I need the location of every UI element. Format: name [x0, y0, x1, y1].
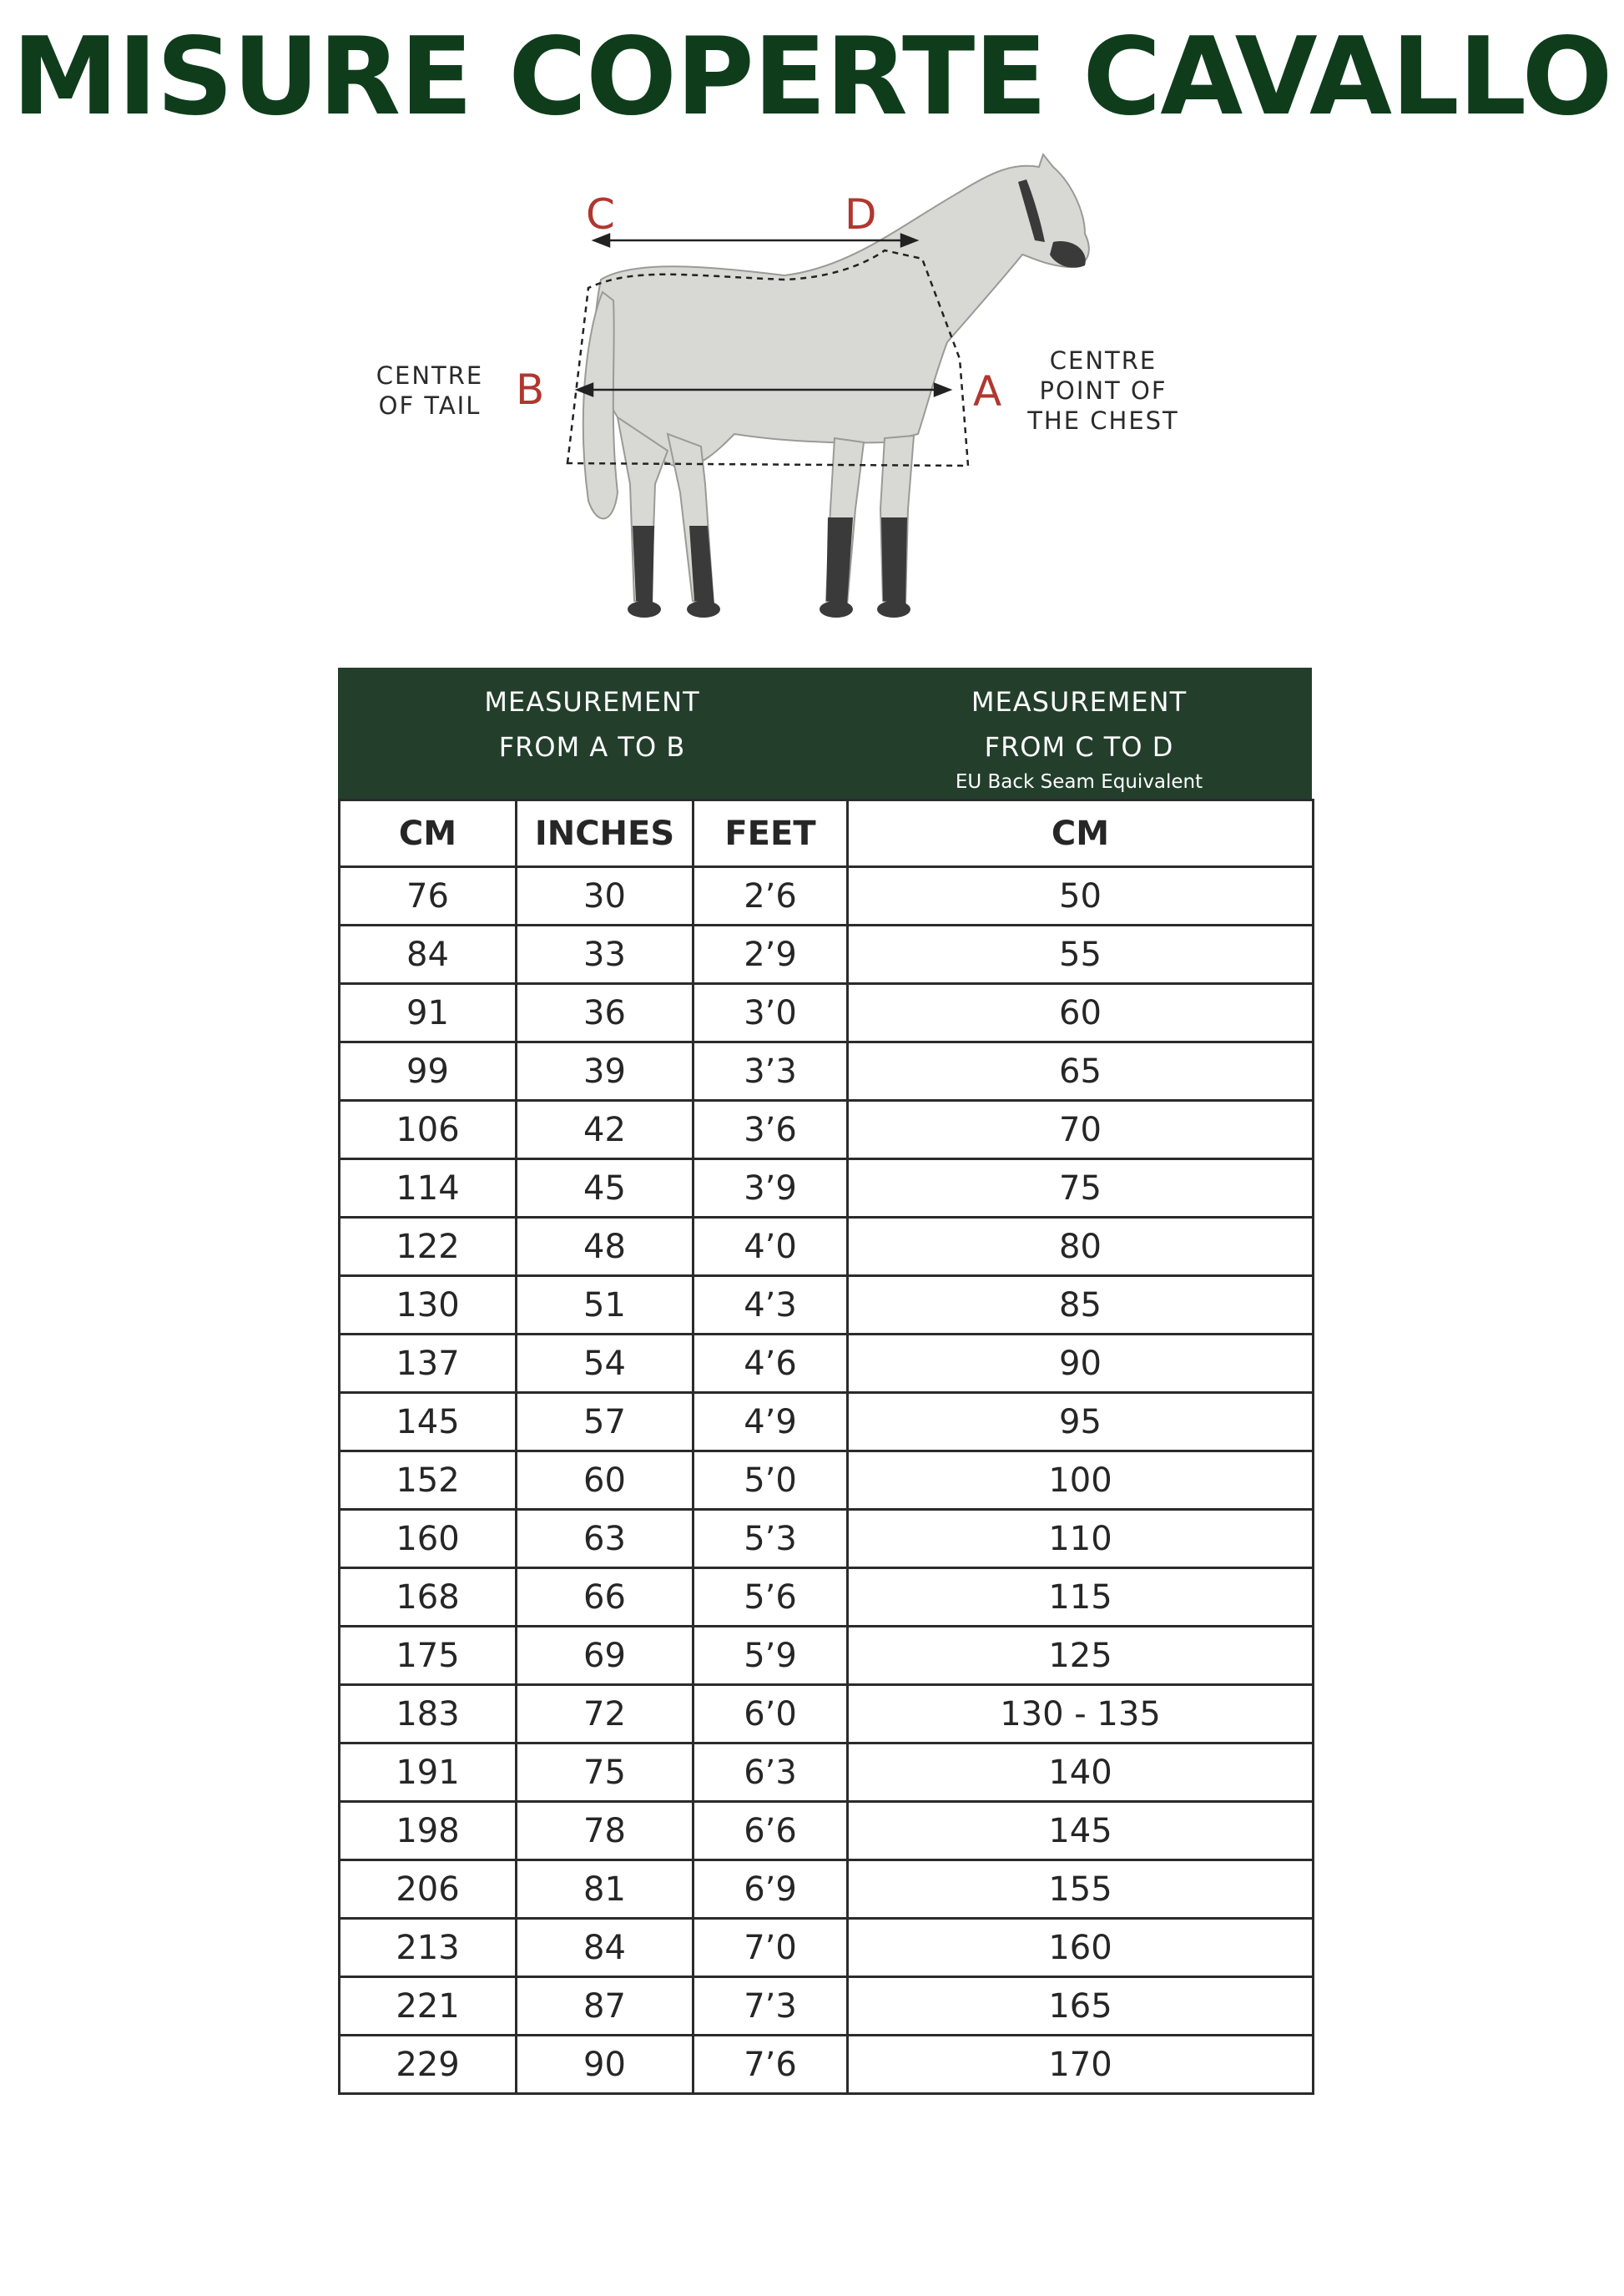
- cell-cm-cd: 55: [848, 926, 1314, 984]
- cell-feet: 4’0: [693, 1218, 848, 1276]
- column-header-inches: INCHES: [517, 800, 693, 867]
- cell-feet: 2’9: [693, 926, 848, 984]
- table-row: [340, 926, 1314, 984]
- cell-feet: 7’0: [693, 1919, 848, 1977]
- cell-inches: 36: [517, 984, 693, 1042]
- cell-cm-cd: 75: [848, 1159, 1314, 1218]
- cell-cm-cd: 155: [848, 1860, 1314, 1919]
- cell-inches: 87: [517, 1977, 693, 2036]
- cell-cm-cd: 125: [848, 1627, 1314, 1685]
- cell-cm-ab: 122: [340, 1218, 517, 1276]
- cell-inches: 45: [517, 1159, 693, 1218]
- cell-cm-cd: 100: [848, 1451, 1314, 1510]
- group-a-to-b-line: MEASUREMENT: [484, 686, 700, 718]
- horse-illustration: [0, 134, 1624, 651]
- table-row: [340, 1743, 1314, 1802]
- cell-cm-ab: 229: [340, 2036, 517, 2094]
- cell-cm-ab: 191: [340, 1743, 517, 1802]
- cell-feet: 2’6: [693, 867, 848, 926]
- cell-cm-cd: 170: [848, 2036, 1314, 2094]
- cell-cm-cd: 80: [848, 1218, 1314, 1276]
- cell-cm-cd: 95: [848, 1393, 1314, 1451]
- cell-cm-ab: 160: [340, 1510, 517, 1568]
- cell-cm-cd: 140: [848, 1743, 1314, 1802]
- cell-feet: 3’3: [693, 1042, 848, 1101]
- centre-of-tail-line: CENTRE: [376, 361, 484, 390]
- cell-cm-ab: 76: [340, 867, 517, 926]
- cell-inches: 75: [517, 1743, 693, 1802]
- centre-chest-label: [1020, 346, 1187, 436]
- cell-inches: 30: [517, 867, 693, 926]
- cell-feet: 6’9: [693, 1860, 848, 1919]
- cell-cm-ab: 114: [340, 1159, 517, 1218]
- table-row: [340, 1568, 1314, 1627]
- cell-inches: 90: [517, 2036, 693, 2094]
- cell-cm-ab: 213: [340, 1919, 517, 1977]
- cell-cm-ab: 175: [340, 1627, 517, 1685]
- cell-cm-cd: 165: [848, 1977, 1314, 2036]
- cell-cm-ab: 130: [340, 1276, 517, 1335]
- table-group-header: [338, 668, 1312, 799]
- cell-cm-ab: 137: [340, 1335, 517, 1393]
- cell-cm-cd: 115: [848, 1568, 1314, 1627]
- table-row: [340, 1218, 1314, 1276]
- table-row: [340, 1276, 1314, 1335]
- group-a-to-b: [338, 668, 846, 799]
- table-body: [340, 867, 1314, 2094]
- point-c-letter: C: [586, 190, 615, 239]
- group-c-to-d-line: MEASUREMENT: [971, 686, 1188, 718]
- group-a-to-b-line: FROM A TO B: [498, 731, 686, 763]
- cell-feet: 3’6: [693, 1101, 848, 1159]
- cell-inches: 60: [517, 1451, 693, 1510]
- column-header-row: [340, 800, 1314, 867]
- cell-feet: 3’9: [693, 1159, 848, 1218]
- cell-cm-ab: 168: [340, 1568, 517, 1627]
- cell-cm-cd: 145: [848, 1802, 1314, 1860]
- point-b-letter: B: [516, 366, 545, 414]
- cell-feet: 7’6: [693, 2036, 848, 2094]
- table-row: [340, 1685, 1314, 1743]
- cell-cm-cd: 130 - 135: [848, 1685, 1314, 1743]
- point-d-letter: D: [845, 190, 877, 239]
- cell-cm-cd: 60: [848, 984, 1314, 1042]
- cell-inches: 81: [517, 1860, 693, 1919]
- cell-cm-cd: 70: [848, 1101, 1314, 1159]
- table-row: [340, 984, 1314, 1042]
- cell-inches: 72: [517, 1685, 693, 1743]
- table-row: [340, 1860, 1314, 1919]
- cell-inches: 63: [517, 1510, 693, 1568]
- cell-cm-ab: 206: [340, 1860, 517, 1919]
- cell-inches: 57: [517, 1393, 693, 1451]
- cell-cm-ab: 84: [340, 926, 517, 984]
- column-header-cm-ab: CM: [340, 800, 517, 867]
- measurement-table: [338, 799, 1314, 2095]
- table-row: [340, 1393, 1314, 1451]
- cell-feet: 4’9: [693, 1393, 848, 1451]
- cell-cm-ab: 183: [340, 1685, 517, 1743]
- cell-inches: 69: [517, 1627, 693, 1685]
- table-row: [340, 1101, 1314, 1159]
- cell-inches: 84: [517, 1919, 693, 1977]
- table-row: [340, 1451, 1314, 1510]
- cell-cm-ab: 152: [340, 1451, 517, 1510]
- cell-feet: 4’3: [693, 1276, 848, 1335]
- centre-chest-line: CENTRE: [1049, 346, 1157, 375]
- group-c-to-d: [846, 668, 1312, 799]
- eu-back-seam-note: EU Back Seam Equivalent: [955, 771, 1203, 793]
- cell-cm-ab: 198: [340, 1802, 517, 1860]
- centre-chest-line: POINT OF: [1039, 376, 1168, 405]
- point-a-letter: A: [973, 367, 1002, 416]
- cell-feet: 5’6: [693, 1568, 848, 1627]
- centre-of-tail-label: [367, 361, 492, 421]
- table-row: [340, 1042, 1314, 1101]
- cell-cm-ab: 91: [340, 984, 517, 1042]
- table-row: [340, 1627, 1314, 1685]
- cell-inches: 51: [517, 1276, 693, 1335]
- cell-cm-cd: 65: [848, 1042, 1314, 1101]
- cell-cm-ab: 221: [340, 1977, 517, 2036]
- cell-cm-cd: 160: [848, 1919, 1314, 1977]
- cell-inches: 66: [517, 1568, 693, 1627]
- cell-feet: 7’3: [693, 1977, 848, 2036]
- centre-chest-line: THE CHEST: [1027, 406, 1179, 435]
- cell-inches: 39: [517, 1042, 693, 1101]
- cell-cm-ab: 145: [340, 1393, 517, 1451]
- table-row: [340, 2036, 1314, 2094]
- column-header-feet: FEET: [693, 800, 848, 867]
- table-row: [340, 1802, 1314, 1860]
- cell-feet: 6’3: [693, 1743, 848, 1802]
- page-title: MISURE COPERTE CAVALLO: [12, 15, 1612, 139]
- size-table: [338, 668, 1312, 2095]
- table-row: [340, 1335, 1314, 1393]
- table-row: [340, 1159, 1314, 1218]
- table-row: [340, 1510, 1314, 1568]
- cell-inches: 54: [517, 1335, 693, 1393]
- cell-feet: 6’0: [693, 1685, 848, 1743]
- cell-cm-ab: 106: [340, 1101, 517, 1159]
- cell-inches: 33: [517, 926, 693, 984]
- centre-of-tail-line: OF TAIL: [378, 391, 482, 420]
- cell-feet: 6’6: [693, 1802, 848, 1860]
- cell-inches: 48: [517, 1218, 693, 1276]
- cell-inches: 78: [517, 1802, 693, 1860]
- group-c-to-d-line: FROM C TO D: [984, 731, 1174, 763]
- table-row: [340, 867, 1314, 926]
- table-row: [340, 1919, 1314, 1977]
- cell-feet: 5’0: [693, 1451, 848, 1510]
- cell-cm-cd: 50: [848, 867, 1314, 926]
- cell-feet: 5’3: [693, 1510, 848, 1568]
- cell-cm-ab: 99: [340, 1042, 517, 1101]
- cell-inches: 42: [517, 1101, 693, 1159]
- cell-feet: 4’6: [693, 1335, 848, 1393]
- horse-diagram: [0, 134, 1624, 651]
- cell-cm-cd: 85: [848, 1276, 1314, 1335]
- table-row: [340, 1977, 1314, 2036]
- cell-feet: 3’0: [693, 984, 848, 1042]
- cell-cm-cd: 90: [848, 1335, 1314, 1393]
- column-header-cm-cd: CM: [848, 800, 1314, 867]
- cell-feet: 5’9: [693, 1627, 848, 1685]
- cell-cm-cd: 110: [848, 1510, 1314, 1568]
